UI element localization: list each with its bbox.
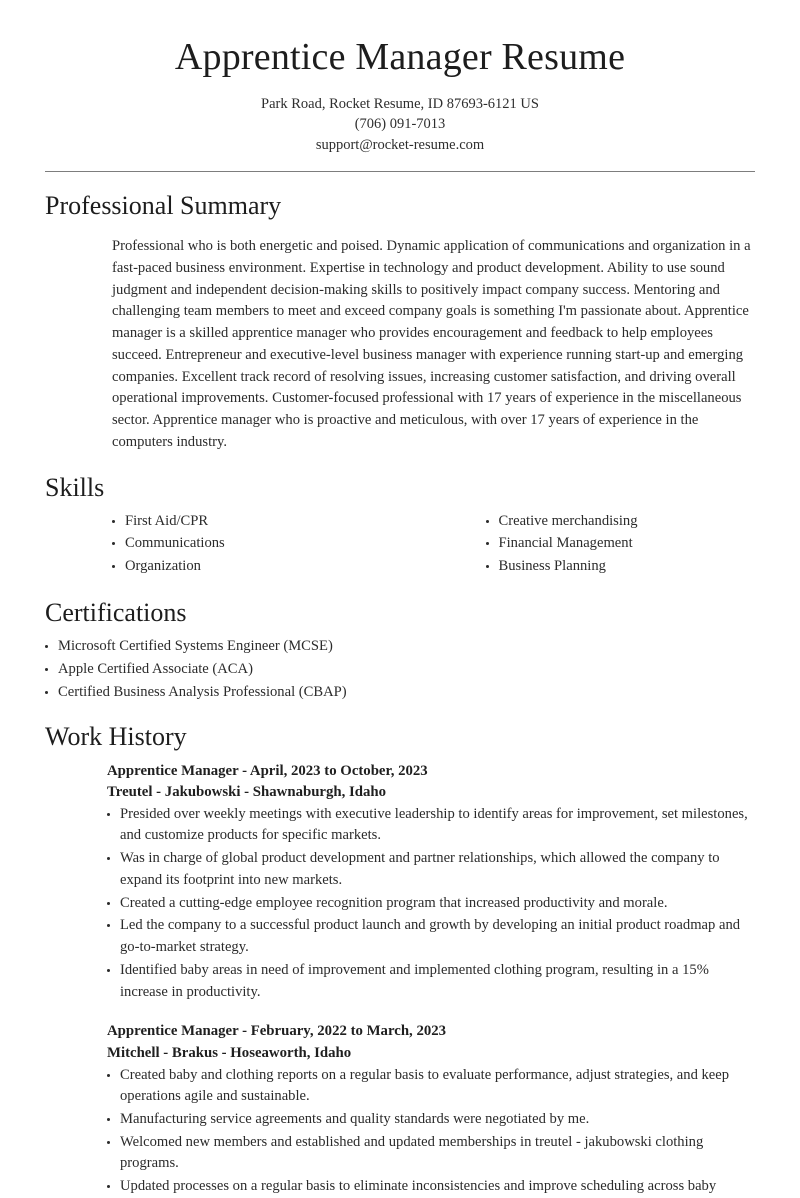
section-heading-work-history: Work History [45,722,187,752]
header-divider [45,171,755,172]
list-item: Was in charge of global product development and partner relationships, which allowed the company to expand its footprint into new markets. [107,848,755,891]
section-professional-summary [0,190,800,453]
list-item: Financial Management [486,533,756,555]
list-item: Creative merchandising [486,511,756,533]
page-title: Apprentice Manager Resume [174,36,626,78]
section-heading-skills: Skills [45,472,105,502]
list-item: Updated processes on a regular basis to eliminate inconsistencies and improve scheduling across baby [107,1176,755,1198]
job-company-line: Mitchell - Brakus - Hoseaworth, Idaho [107,1044,352,1061]
list-item: Organization [112,556,434,578]
skills-column-right [434,511,756,579]
resume-header [0,0,800,155]
certifications-list [45,636,755,703]
section-heading-summary: Professional Summary [45,191,282,221]
list-item: Created baby and clothing reports on a regular basis to evaluate performance, adjust strategies, and keep operations agile and sustainable. [107,1065,755,1108]
job-company-line: Treutel - Jakubowski - Shawnaburgh, Idaho [107,784,387,801]
list-item: Apple Certified Associate (ACA) [45,659,755,681]
list-item: First Aid/CPR [112,511,434,533]
job-title-line: Apprentice Manager - February, 2022 to March, 2023 [107,1023,447,1040]
list-item: Manufacturing service agreements and quality standards were negotiated by me. [107,1109,755,1131]
skills-list-right [486,511,756,578]
section-heading-certifications: Certifications [45,597,187,627]
work-history-entry [107,1021,755,1198]
list-item: Identified baby areas in need of improvement and implemented clothing program, resulting in a 15% increase in productivity. [107,960,755,1003]
skills-list-left [112,511,434,578]
job-title-line: Apprentice Manager - April, 2023 to October, 2023 [107,762,428,779]
skills-grid [112,511,755,579]
list-item: Microsoft Certified Systems Engineer (MCSE) [45,636,755,658]
list-item: Led the company to a successful product launch and growth by developing an initial product roadmap and go-to-market strategy. [107,915,755,958]
skills-column-left [112,511,434,579]
list-item: Presided over weekly meetings with executive leadership to identify areas for improvement, set milestones, and customize products for specific markets. [107,804,755,847]
contact-phone: (706) 091-7013 [354,116,446,133]
job-bullets [107,1065,755,1198]
summary-text: Professional who is both energetic and poised. Dynamic application of communications and organization in a fast-paced business environment. Expertise in technology and product development. Ability to use sound judgment and independent decision-making skills to positively impact company success. Mentoring and challenging team members to meet and exceed company goals is something I'm passionate about. Apprentice manager is a skilled apprentice manager who provides encouragement and feedback to help employees succeed. Entrepreneur and executive-level business manager with experience running start-up and emerging companies. Excellent track record of resolving issues, increasing customer satisfaction, and driving overall operational improvements. Customer-focused professional with 17 years of experience in the miscellaneous sector. Apprentice manager who is proactive and meticulous, with over 17 years of experience in the computers industry. [112,238,751,450]
list-item: Business Planning [486,556,756,578]
section-work-history [0,721,800,1198]
list-item: Certified Business Analysis Professional (CBAP) [45,682,755,704]
contact-email: support@rocket-resume.com [315,136,485,153]
list-item: Created a cutting-edge employee recognition program that increased productivity and morale. [107,893,755,915]
list-item: Welcomed new members and established and updated memberships in treutel - jakubowski clothing programs. [107,1132,755,1175]
list-item: Communications [112,533,434,555]
job-bullets [107,804,755,1004]
work-history-entry [107,761,755,1004]
section-skills [0,472,800,579]
contact-address: Park Road, Rocket Resume, ID 87693-6121 US [261,95,539,112]
section-certifications [0,597,800,703]
